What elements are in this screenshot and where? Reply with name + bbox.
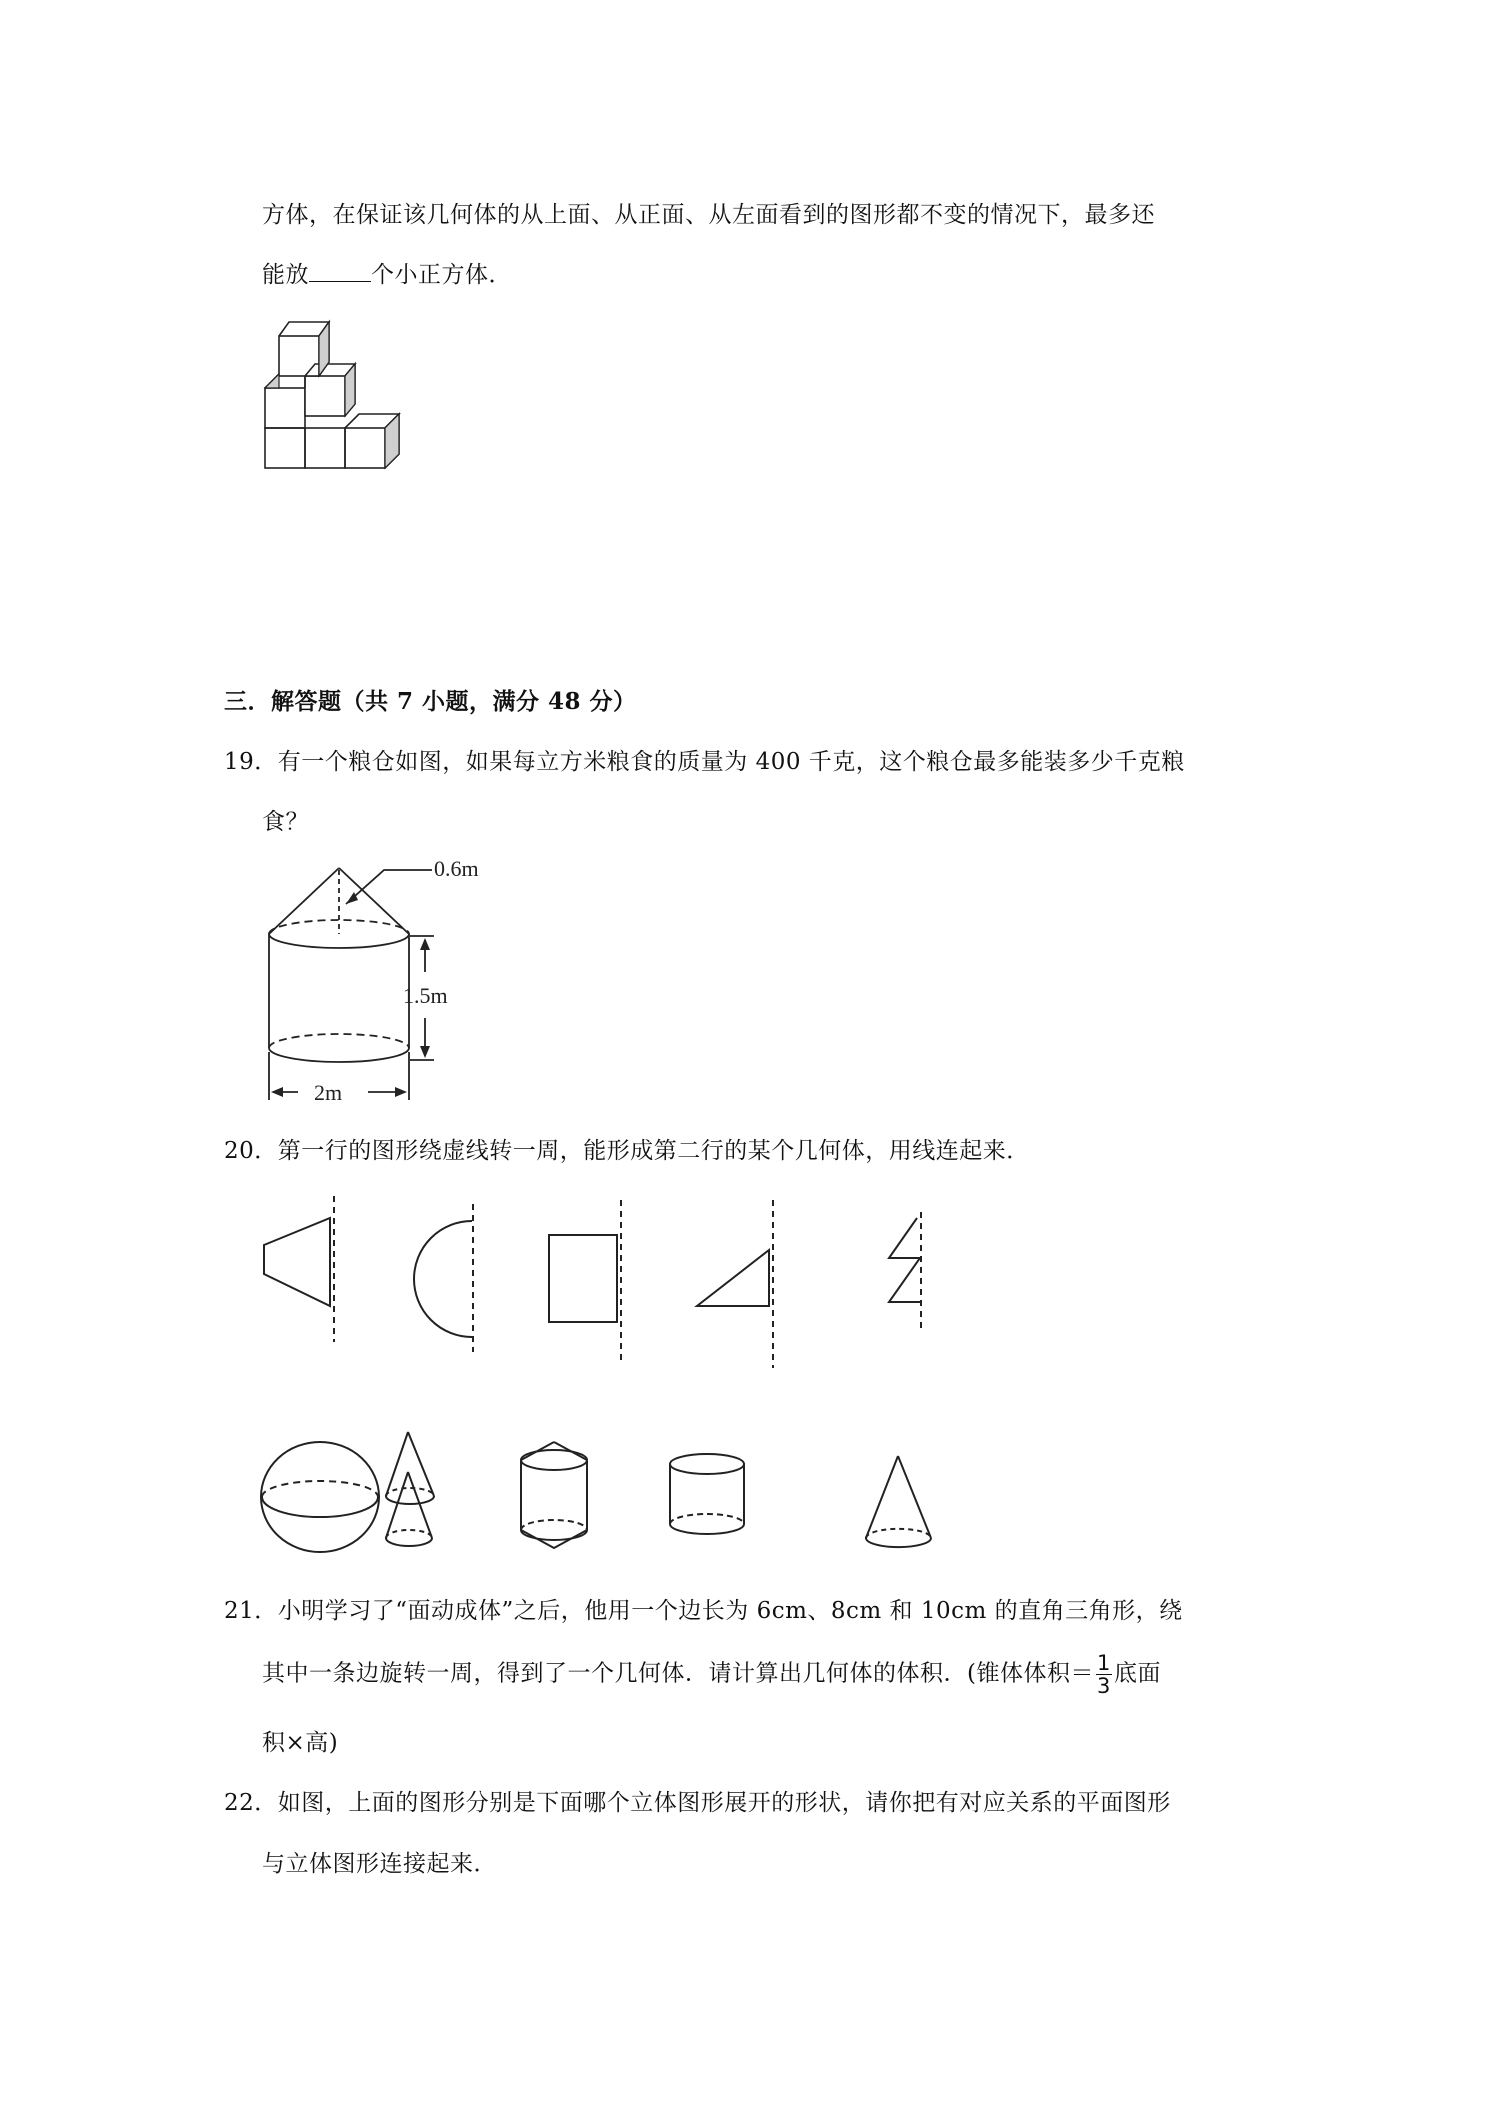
granary-figure [262, 852, 522, 1112]
solid-figures-row [256, 1398, 1016, 1578]
q22-line2: 与立体图形连接起来． [262, 1851, 497, 1877]
one-third-fraction [1096, 1652, 1112, 1697]
label-cone-height: 0.6m [434, 856, 479, 881]
cone-solid [866, 1456, 931, 1547]
q21-line2 [262, 1652, 1161, 1697]
zigzag-shape [889, 1218, 920, 1302]
plane-figures-row [256, 1192, 1016, 1372]
q21-line1: 21．小明学习了“面动成体”之后，他用一个边长为 6cm、8cm 和 10cm 的直角三角形，绕 [224, 1598, 1183, 1624]
fraction-denominator: 3 [1097, 1674, 1111, 1698]
semicircle-shape [414, 1221, 472, 1337]
q19-line2: 食？ [262, 809, 309, 835]
q19-line1: 19．有一个粮仓如图，如果每立方米粮食的质量为 400 千克，这个粮仓最多能装多少千克粮 [224, 749, 1185, 775]
section3-heading: 三．解答题（共 7 小题，满分 48 分） [224, 688, 637, 715]
cylinder-solid [670, 1454, 744, 1534]
sphere-solid [261, 1442, 379, 1552]
fraction-numerator: 1 [1097, 1651, 1111, 1675]
q18-line1: 方体，在保证该几何体的从上面、从正面、从左面看到的图形都不变的情况下，最多还 [262, 202, 1155, 228]
q18-line2-before: 能放 [262, 262, 309, 288]
q21-line2-before: 其中一条边旋转一周，得到了一个几何体．请计算出几何体的体积．(锥体体积＝ [262, 1660, 1094, 1687]
q22-line1: 22．如图，上面的图形分别是下面哪个立体图形展开的形状，请你把有对应关系的平面图形 [224, 1790, 1171, 1816]
cube-stack-figure [262, 312, 422, 482]
q21-line3: 积×高) [262, 1730, 339, 1756]
label-cylinder-height: 1.5m [403, 983, 448, 1008]
right-triangle-shape [697, 1250, 769, 1306]
trapezoid-shape [264, 1218, 330, 1306]
answer-blank[interactable] [309, 261, 371, 282]
cone-cylinder-cone-solid [521, 1442, 587, 1548]
q18-line2-after: 个小正方体． [371, 262, 512, 288]
q18-line2 [262, 256, 512, 289]
rectangle-shape [549, 1235, 617, 1322]
q21-line2-after: 底面 [1113, 1660, 1161, 1687]
q20-line1: 20．第一行的图形绕虚线转一周，能形成第二行的某个几何体，用线连起来． [224, 1138, 1030, 1164]
double-cone-solid [386, 1432, 434, 1546]
label-diameter: 2m [314, 1080, 343, 1105]
